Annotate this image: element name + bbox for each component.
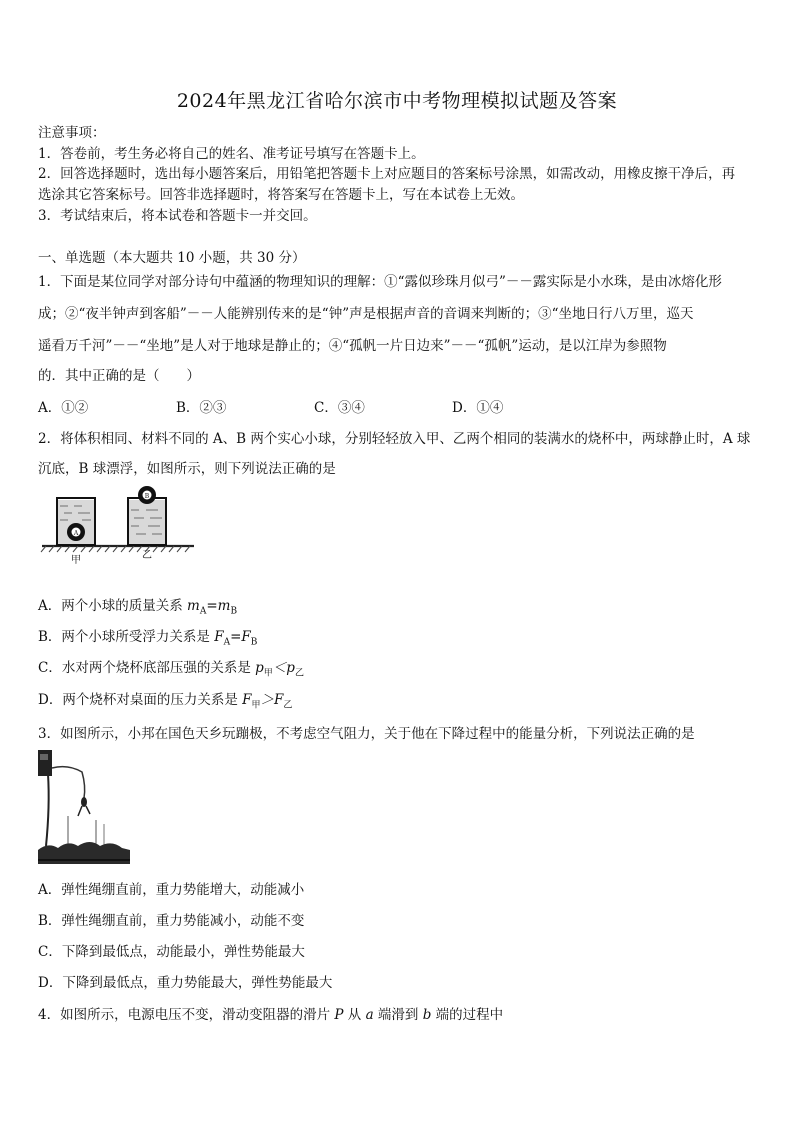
bungee-photo	[38, 746, 130, 864]
ball-a-label: A	[73, 530, 79, 537]
q2-option-b: B．两个小球所受浮力关系是 $F_A=F_B$	[38, 629, 258, 648]
q1-line-3: 遥看万千河”－－“坐地”是人对于地球是静止的；④“孤帆一片日边来”－－“孤帆”运动，是以江岸为参照物	[38, 338, 667, 354]
notice-item-2: 2．回答选择题时，选出每小题答案后，用铅笔把答题卡上对应题目的答案标号涂黑，如需改动，用橡皮擦干净后，再	[38, 166, 736, 182]
q3-line-1: 3．如图所示，小邦在国色天乡玩蹦极，不考虑空气阻力，关于他在下降过程中的能量分析，下列说法正确的是	[38, 726, 695, 742]
q3-option-d: D．下降到最低点，重力势能最大，弹性势能最大	[38, 975, 333, 991]
q1-line-1: 1．下面是某位同学对部分诗句中蕴涵的物理知识的理解：①“露似珍珠月似弓”－－露实际是小水珠，是由冰熔化形	[38, 274, 722, 290]
q1-option-a: A．①②	[38, 400, 89, 416]
ball-b-label: B	[144, 493, 150, 500]
q3-option-a: A．弹性绳绷直前，重力势能增大，动能减小	[38, 882, 305, 898]
q2-option-a: A．两个小球的质量关系 $m_A=m_B$	[38, 598, 238, 617]
q3-option-c: C．下降到最低点，动能最小，弹性势能最大	[38, 944, 305, 960]
beakers-figure	[38, 484, 198, 566]
q2-option-d: D．两个烧杯对桌面的压力关系是 $F_甲>F_乙$	[38, 692, 293, 711]
q1-option-b: B．②③	[176, 400, 227, 416]
q4-line-1: 4．如图所示，电源电压不变，滑动变阻器的滑片 P 从 a 端滑到 b 端的过程中	[38, 1007, 504, 1023]
q1-option-c: C．③④	[314, 400, 365, 416]
q3-option-b: B．弹性绳绷直前，重力势能减小，动能不变	[38, 913, 305, 929]
beaker-yi	[128, 486, 166, 545]
q1-option-d: D．①④	[452, 400, 504, 416]
beaker-jia	[57, 498, 95, 545]
notice-item-1: 1．答卷前，考生务必将自己的姓名、准考证号填写在答题卡上。	[38, 146, 425, 162]
label-jia: 甲	[71, 555, 81, 566]
page-title: 2024年黑龙江省哈尔滨市中考物理模拟试题及答案	[176, 90, 618, 112]
section-heading: 一、单选题（本大题共 10 小题，共 30 分）	[38, 250, 306, 266]
q1-line-2: 成；②“夜半钟声到客船”－－人能辨别传来的是“钟”声是根据声音的音调来判断的；③“坐地日行八万里，巡天	[38, 306, 694, 322]
q2-line-2: 沉底，B 球漂浮，如图所示，则下列说法正确的是	[38, 461, 336, 477]
q2-option-c: C．水对两个烧杯底部压强的关系是 $p_甲<p_乙$	[38, 660, 304, 679]
label-yi: 乙	[142, 550, 152, 561]
notice-item-2-cont: 选涂其它答案标号。回答非选择题时，将答案写在答题卡上，写在本试卷上无效。	[38, 187, 524, 203]
q2-line-1: 2．将体积相同、材料不同的 A、B 两个实心小球，分别轻轻放入甲、乙两个相同的装满水的烧杯中，两球静止时，A 球	[38, 431, 751, 447]
notice-heading: 注意事项：	[38, 125, 106, 141]
q1-line-4: 的．其中正确的是（ ）	[38, 368, 200, 384]
notice-item-3: 3．考试结束后，将本试卷和答题卡一并交回。	[38, 208, 317, 224]
